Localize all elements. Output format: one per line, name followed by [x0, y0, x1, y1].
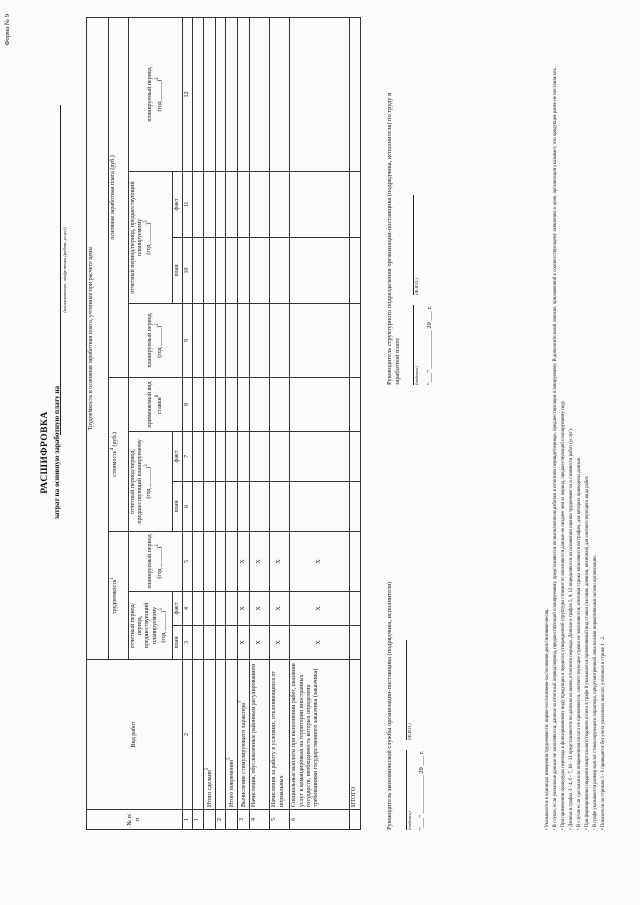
row-cell — [203, 482, 215, 532]
row-cell: X — [250, 626, 270, 660]
row-cell — [203, 378, 215, 432]
row-work-name: Итого повременно$^5$ — [225, 660, 237, 810]
row-cell — [193, 17, 203, 171]
row-cell — [250, 432, 270, 482]
table-row — [203, 17, 215, 829]
row-cell — [215, 378, 225, 432]
cost-breakdown-table — [86, 17, 361, 830]
labor-planned-period: планируемый период (год ______)$^2$ — [129, 532, 183, 592]
col-work-header: Вид работ — [87, 660, 183, 810]
right-signature-title: Руководитель структурного подразделения организации-поставщика (подрядчика, исполнителя) по труду и заработной плате — [386, 92, 401, 385]
row-cell — [350, 238, 360, 304]
row-cell — [203, 172, 215, 238]
row-cell: X — [290, 532, 350, 592]
row-cell: X — [290, 626, 350, 660]
table-row — [238, 17, 250, 829]
cost-header: стоимость$^4$ (руб.) — [109, 378, 129, 532]
row-work-name: ИТОГО — [350, 660, 360, 810]
row-cell — [215, 304, 225, 378]
footnote: ⁴ Данные в графах 3 - 4, 6 - 7, 10 - 11 представляются по данным на конец отчетного периода. Данные в графах 5, 9, 12 определяются на основании оценки трудоемкости и стоимости работ (услуг). — [568, 428, 574, 830]
row-cell: X — [238, 532, 250, 592]
cost-reporting-period: отчетный период/период, предшествующий планируемому (год ______)$^3$ — [129, 432, 173, 532]
row-number: 6 — [290, 810, 350, 830]
row-cell — [290, 238, 350, 304]
footnote: ⁸ Показатели по строкам 3 - 6 приводятся без учета указанных выплат, учтенных в строке 1 - 2. — [600, 635, 606, 830]
column-number: 11 — [183, 172, 193, 238]
row-cell — [215, 592, 225, 626]
row-cell — [203, 592, 215, 626]
footnote: ² В случае, если указанные данные не заполняются, данные за отчетный период/период, предшествующий планируемому, представляются по выполненным работам в отчетном периоде/периоде, предшествующем планируемому. В дополнительной записке, приложенной к соответствующему заявлению о цене, организация указывает, что продукция ранее не поставлялась. — [552, 66, 558, 830]
row-cell — [193, 172, 203, 238]
column-number: 5 — [183, 532, 193, 592]
footnote: ⁶ При формировании сводного квартального/годового отчета в графе 8 указывается применяемый вид ставки (часовая, дневная, месячная) для соответствующего вида работ. — [584, 475, 590, 830]
row-work-name: Итого сделано$^5$ — [203, 660, 215, 810]
row-number: 5 — [270, 810, 290, 830]
row-cell: X — [270, 592, 290, 626]
row-cell — [250, 482, 270, 532]
table-row — [215, 17, 225, 829]
col-num-header: № п/п — [87, 810, 183, 830]
row-cell: X — [250, 592, 270, 626]
column-number: 10 — [183, 238, 193, 304]
column-number: 2 — [183, 660, 193, 810]
column-number-row — [183, 17, 193, 829]
row-cell — [225, 432, 237, 482]
fact-label: факт — [173, 432, 183, 482]
row-cell — [225, 592, 237, 626]
document-title: РАСШИФРОВКА — [40, 411, 50, 494]
row-number — [203, 810, 215, 830]
row-cell — [238, 432, 250, 482]
row-cell: X — [270, 626, 290, 660]
row-number: 4 — [250, 810, 270, 830]
table-row — [225, 17, 237, 829]
footnote: ¹ Указываются в единицах измерения трудоемкости: нормо-час/человеко-час/человеко-день/человеко-месяц. — [545, 608, 550, 830]
row-cell — [250, 378, 270, 432]
row-cell — [215, 626, 225, 660]
column-number: 7 — [183, 432, 193, 482]
row-cell — [350, 626, 360, 660]
row-cell — [193, 482, 203, 532]
row-cell — [203, 432, 215, 482]
row-cell — [350, 172, 360, 238]
row-cell — [193, 378, 203, 432]
column-number: 1 — [183, 810, 193, 830]
row-cell — [203, 304, 215, 378]
wage-planned-period: планируемый период (год ______)$^2$ — [129, 17, 183, 171]
row-cell — [193, 626, 203, 660]
row-cell — [290, 172, 350, 238]
table-row — [250, 17, 270, 829]
row-work-name: Специальные выплаты при выполнении работ, оказании услуг в командировках на территории иностранных государств, необходимость которых определена требованиями государственного заказчика (заказчика) — [290, 660, 350, 810]
row-cell — [350, 482, 360, 532]
column-number: 8 — [183, 378, 193, 432]
footnote: ³ При применении процедуры перехода к фиксированному виду продукции в пределах утвержденной структуры стоимости заполняются данные не позднее чем за период, предшествующий планируемому году. — [560, 400, 566, 830]
footnotes — [545, 18, 609, 830]
right-signature-block — [386, 65, 434, 385]
left-signature-title: Руководитель экономической службы организации-поставщика (подрядчика, исполнителя) — [386, 581, 393, 830]
row-cell — [270, 238, 290, 304]
row-cell — [238, 17, 250, 171]
applied-rate-header: применяемый вид ставки$^6$ — [129, 378, 183, 432]
name-hint: (Ф.И.О.) — [406, 723, 412, 740]
footnote: ⁷ В графе указывается размер выплат стимулирующего характера, предусмотренный локальными нормативными актами организации. — [592, 555, 598, 830]
wage-reporting-period: отчетный период/период, предшествующий планируемому (год ______)$^3$ — [129, 172, 173, 304]
left-date-line: "___" ____________ 20 ___ г. — [418, 750, 426, 830]
row-cell: X — [290, 592, 350, 626]
wage-base-header: основная заработная плата (руб.) — [109, 17, 129, 377]
row-work-name — [193, 660, 203, 810]
left-signature-block — [386, 530, 426, 830]
cost-planned-period: планируемый период (год ______)$^2$ — [129, 304, 183, 378]
row-cell — [193, 592, 203, 626]
row-cell — [350, 432, 360, 482]
row-cell: X — [238, 592, 250, 626]
row-cell — [203, 626, 215, 660]
row-cell — [215, 172, 225, 238]
subtitle-hint: (наименование, шифр темы (работ, услуг)) — [62, 227, 67, 313]
row-cell — [270, 432, 290, 482]
row-cell — [215, 482, 225, 532]
row-cell — [203, 17, 215, 171]
footnote: ⁵ В случае если сдельная или повременная оплата не применяется, соответствующие строки не заполняются; итоговая строка заполняется по графам, для которых приведены данные. — [576, 456, 582, 830]
row-cell — [250, 238, 270, 304]
plan-label: план — [173, 482, 183, 532]
group-main-header: Трудоемкость и основная заработная плата, учтенные при расчете цены — [87, 17, 109, 659]
row-cell — [225, 626, 237, 660]
row-cell — [203, 238, 215, 304]
column-number: 6 — [183, 482, 193, 532]
labor-header: трудоемкость$^1$ — [109, 532, 129, 660]
table-row — [350, 17, 360, 829]
row-cell — [290, 432, 350, 482]
plan-label: план — [173, 626, 183, 660]
row-cell — [193, 304, 203, 378]
row-cell — [270, 304, 290, 378]
row-work-name: Вычисление стимулирующего характера$^7$ — [238, 660, 250, 810]
row-cell — [350, 378, 360, 432]
row-cell — [225, 532, 237, 592]
row-cell — [250, 304, 270, 378]
column-number: 12 — [183, 17, 193, 171]
row-cell — [290, 304, 350, 378]
sign-hint: (подпись) — [406, 811, 412, 830]
row-number — [350, 810, 360, 830]
fact-label: факт — [173, 592, 183, 626]
row-number: 3 — [238, 810, 250, 830]
row-cell — [250, 17, 270, 171]
labor-reporting-period: отчетный период/период, предшествующий планируемому (год ______)$^3$ — [129, 592, 173, 660]
row-cell — [290, 378, 350, 432]
table-body — [193, 17, 360, 829]
row-cell — [350, 532, 360, 592]
sign-hint: (подпись) — [414, 366, 420, 385]
name-hint: (Ф.И.О.) — [414, 278, 420, 295]
column-number: 3 — [183, 626, 193, 660]
row-cell — [225, 17, 237, 171]
row-cell — [350, 592, 360, 626]
row-number: 1 — [193, 810, 203, 830]
row-cell — [238, 304, 250, 378]
subtitle-fill-line — [60, 105, 61, 435]
row-work-name: Начисления, обусловленные районным регулированием — [250, 660, 270, 810]
row-cell — [250, 172, 270, 238]
row-cell — [238, 378, 250, 432]
row-cell — [350, 304, 360, 378]
row-cell — [193, 432, 203, 482]
row-number — [225, 810, 237, 830]
row-cell — [203, 532, 215, 592]
document-subtitle: затрат на основную заработную плату на — [53, 385, 61, 520]
column-number: 4 — [183, 592, 193, 626]
row-cell — [215, 238, 225, 304]
plan-label: план — [173, 238, 183, 304]
row-cell — [225, 172, 237, 238]
row-cell: X — [270, 532, 290, 592]
row-cell — [270, 378, 290, 432]
fact-label: факт — [173, 172, 183, 238]
row-cell — [238, 482, 250, 532]
row-work-name — [215, 660, 225, 810]
row-cell — [225, 482, 237, 532]
row-cell — [225, 304, 237, 378]
row-work-name: Начисления за работу в условиях, отклоняющихся от нормальных — [270, 660, 290, 810]
table-row — [290, 17, 350, 829]
row-cell — [225, 378, 237, 432]
row-cell — [193, 238, 203, 304]
row-cell — [193, 532, 203, 592]
row-cell: X — [250, 532, 270, 592]
row-cell — [225, 238, 237, 304]
column-number: 9 — [183, 304, 193, 378]
row-cell — [290, 17, 350, 171]
row-cell — [270, 482, 290, 532]
table-row — [193, 17, 203, 829]
row-cell — [290, 482, 350, 532]
row-cell — [238, 238, 250, 304]
row-cell — [238, 172, 250, 238]
row-cell — [270, 172, 290, 238]
row-cell — [215, 432, 225, 482]
row-cell — [215, 17, 225, 171]
row-number: 2 — [215, 810, 225, 830]
table-row — [270, 17, 290, 829]
right-date-line: "___" ____________ 20 ___ г. — [425, 305, 433, 385]
form-number: Форма № 9 — [4, 14, 11, 46]
row-cell — [270, 17, 290, 171]
row-cell: X — [238, 626, 250, 660]
row-cell — [215, 532, 225, 592]
row-cell — [350, 17, 360, 171]
